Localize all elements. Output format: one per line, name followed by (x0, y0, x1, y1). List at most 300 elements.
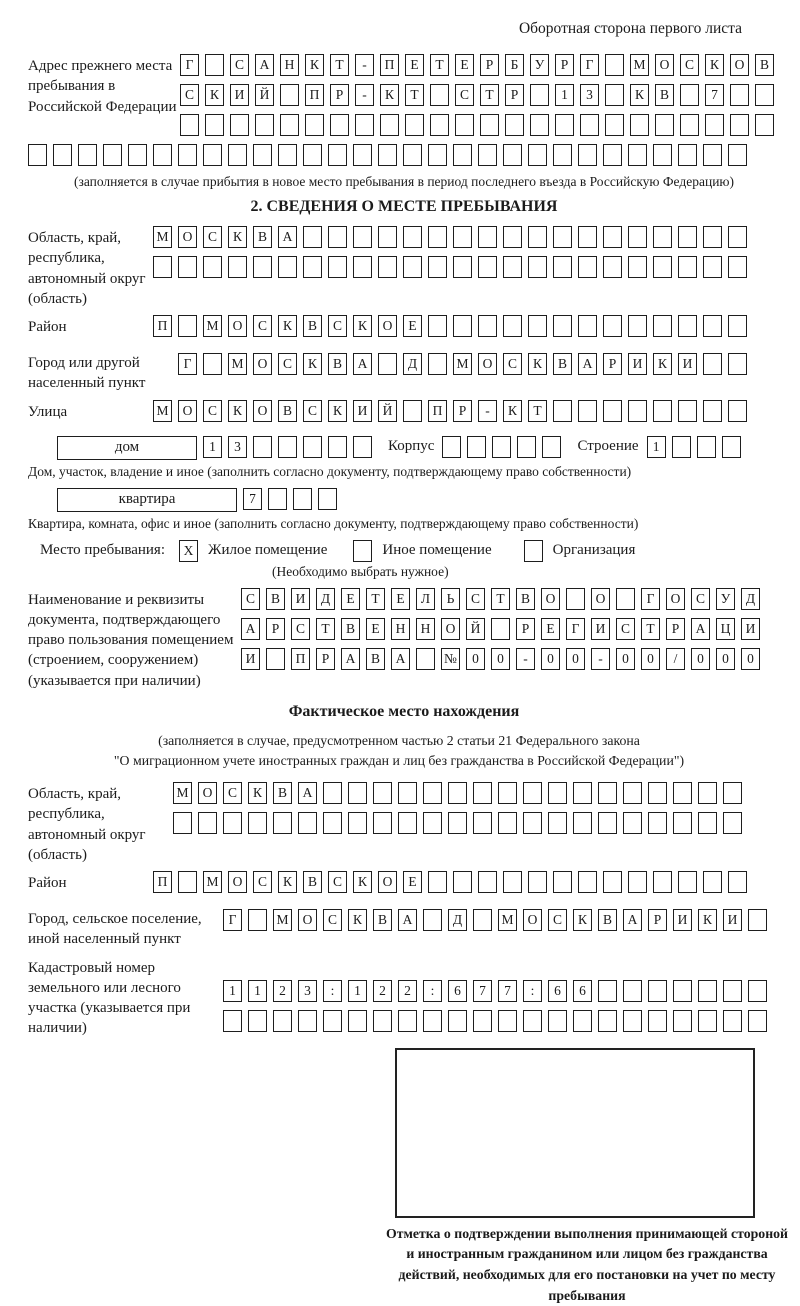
char-cell[interactable] (605, 84, 624, 106)
char-cell[interactable] (428, 871, 447, 893)
char-cell[interactable] (648, 1010, 667, 1032)
char-cell[interactable]: У (530, 54, 549, 76)
char-cell[interactable]: Р (648, 909, 667, 931)
char-cell[interactable] (698, 782, 717, 804)
char-cell[interactable] (266, 648, 285, 670)
char-cell[interactable] (478, 144, 497, 166)
char-cell[interactable]: О (730, 54, 749, 76)
char-cell[interactable] (673, 980, 692, 1002)
char-cell[interactable]: В (341, 618, 360, 640)
char-cell[interactable] (603, 871, 622, 893)
char-cell[interactable] (492, 436, 511, 458)
char-cell[interactable] (603, 315, 622, 337)
char-cell[interactable] (353, 144, 372, 166)
char-cell[interactable]: Е (541, 618, 560, 640)
char-cell[interactable] (268, 488, 287, 510)
char-cell[interactable] (703, 256, 722, 278)
char-cell[interactable] (323, 1010, 342, 1032)
char-cell[interactable] (703, 226, 722, 248)
char-cell[interactable] (728, 144, 747, 166)
char-cell[interactable]: К (248, 782, 267, 804)
char-cell[interactable] (178, 144, 197, 166)
char-cell[interactable] (328, 436, 347, 458)
char-cell[interactable] (280, 84, 299, 106)
char-cell[interactable]: О (198, 782, 217, 804)
char-cell[interactable]: 0 (541, 648, 560, 670)
char-cell[interactable] (672, 436, 691, 458)
char-cell[interactable] (528, 144, 547, 166)
char-cell[interactable] (448, 1010, 467, 1032)
char-cell[interactable] (223, 812, 242, 834)
char-cell[interactable] (273, 812, 292, 834)
char-cell[interactable]: И (591, 618, 610, 640)
char-cell[interactable]: И (741, 618, 760, 640)
char-cell[interactable] (748, 980, 767, 1002)
char-cell[interactable] (205, 114, 224, 136)
char-cell[interactable]: Н (416, 618, 435, 640)
char-cell[interactable] (278, 144, 297, 166)
char-cell[interactable] (498, 1010, 517, 1032)
char-cell[interactable]: Г (566, 618, 585, 640)
char-cell[interactable]: Р (516, 618, 535, 640)
char-cell[interactable] (403, 400, 422, 422)
char-cell[interactable] (680, 84, 699, 106)
char-cell[interactable] (478, 256, 497, 278)
char-cell[interactable]: Й (255, 84, 274, 106)
char-cell[interactable]: Й (378, 400, 397, 422)
char-cell[interactable]: Р (453, 400, 472, 422)
char-cell[interactable]: Г (580, 54, 599, 76)
char-cell[interactable]: 1 (223, 980, 242, 1002)
char-cell[interactable] (378, 144, 397, 166)
char-cell[interactable]: О (178, 226, 197, 248)
char-cell[interactable]: П (428, 400, 447, 422)
char-cell[interactable] (467, 436, 486, 458)
char-cell[interactable]: О (378, 871, 397, 893)
char-cell[interactable]: 7 (498, 980, 517, 1002)
char-cell[interactable]: С (691, 588, 710, 610)
char-cell[interactable]: П (291, 648, 310, 670)
char-cell[interactable] (723, 980, 742, 1002)
char-cell[interactable] (478, 871, 497, 893)
char-cell[interactable] (578, 315, 597, 337)
char-cell[interactable]: С (680, 54, 699, 76)
char-cell[interactable]: 1 (555, 84, 574, 106)
char-cell[interactable] (722, 436, 741, 458)
char-cell[interactable] (323, 782, 342, 804)
char-cell[interactable]: О (541, 588, 560, 610)
char-cell[interactable]: В (328, 353, 347, 375)
char-cell[interactable] (428, 256, 447, 278)
char-cell[interactable] (453, 256, 472, 278)
char-cell[interactable] (678, 315, 697, 337)
char-cell[interactable] (328, 144, 347, 166)
char-cell[interactable]: 7 (473, 980, 492, 1002)
char-cell[interactable] (578, 256, 597, 278)
char-cell[interactable]: К (698, 909, 717, 931)
char-cell[interactable]: М (630, 54, 649, 76)
char-cell[interactable] (280, 114, 299, 136)
char-cell[interactable] (405, 114, 424, 136)
char-cell[interactable] (623, 812, 642, 834)
char-cell[interactable] (553, 226, 572, 248)
char-cell[interactable] (423, 782, 442, 804)
char-cell[interactable] (723, 1010, 742, 1032)
char-cell[interactable]: О (378, 315, 397, 337)
char-cell[interactable]: А (623, 909, 642, 931)
char-cell[interactable]: М (153, 226, 172, 248)
char-cell[interactable]: И (678, 353, 697, 375)
char-cell[interactable]: Н (391, 618, 410, 640)
char-cell[interactable]: И (353, 400, 372, 422)
char-cell[interactable] (648, 812, 667, 834)
char-cell[interactable]: 0 (466, 648, 485, 670)
char-cell[interactable]: Р (555, 54, 574, 76)
char-cell[interactable] (653, 315, 672, 337)
char-cell[interactable] (453, 871, 472, 893)
char-cell[interactable]: 2 (373, 980, 392, 1002)
char-cell[interactable] (478, 315, 497, 337)
char-cell[interactable] (180, 114, 199, 136)
char-cell[interactable] (628, 256, 647, 278)
char-cell[interactable]: 7 (705, 84, 724, 106)
char-cell[interactable]: Н (280, 54, 299, 76)
char-cell[interactable]: Р (603, 353, 622, 375)
char-cell[interactable] (480, 114, 499, 136)
char-cell[interactable] (203, 353, 222, 375)
char-cell[interactable]: - (591, 648, 610, 670)
char-cell[interactable] (153, 144, 172, 166)
char-cell[interactable] (573, 782, 592, 804)
char-cell[interactable] (698, 980, 717, 1002)
char-cell[interactable] (293, 488, 312, 510)
char-cell[interactable]: В (598, 909, 617, 931)
char-cell[interactable]: 6 (448, 980, 467, 1002)
char-cell[interactable]: Р (316, 648, 335, 670)
char-cell[interactable] (578, 144, 597, 166)
char-cell[interactable]: В (303, 871, 322, 893)
char-cell[interactable]: К (353, 871, 372, 893)
char-cell[interactable]: А (298, 782, 317, 804)
char-cell[interactable]: В (553, 353, 572, 375)
char-cell[interactable]: К (305, 54, 324, 76)
char-cell[interactable]: 1 (647, 436, 666, 458)
char-cell[interactable] (728, 315, 747, 337)
char-cell[interactable] (530, 84, 549, 106)
char-cell[interactable] (528, 315, 547, 337)
char-cell[interactable] (528, 871, 547, 893)
char-cell[interactable]: О (655, 54, 674, 76)
char-cell[interactable] (305, 114, 324, 136)
char-cell[interactable]: М (273, 909, 292, 931)
char-cell[interactable] (723, 782, 742, 804)
char-cell[interactable] (728, 353, 747, 375)
char-cell[interactable]: К (528, 353, 547, 375)
char-cell[interactable]: К (278, 871, 297, 893)
char-cell[interactable]: И (241, 648, 260, 670)
char-cell[interactable]: Т (430, 54, 449, 76)
char-cell[interactable] (578, 226, 597, 248)
char-cell[interactable] (478, 226, 497, 248)
char-cell[interactable] (416, 648, 435, 670)
char-cell[interactable] (598, 812, 617, 834)
char-cell[interactable]: 0 (616, 648, 635, 670)
char-cell[interactable] (680, 114, 699, 136)
char-cell[interactable]: Ь (441, 588, 460, 610)
char-cell[interactable] (455, 114, 474, 136)
char-cell[interactable] (553, 256, 572, 278)
char-cell[interactable]: С (278, 353, 297, 375)
char-cell[interactable] (398, 812, 417, 834)
char-cell[interactable] (348, 1010, 367, 1032)
char-cell[interactable] (428, 226, 447, 248)
char-cell[interactable]: А (278, 226, 297, 248)
char-cell[interactable]: В (253, 226, 272, 248)
char-cell[interactable]: С (323, 909, 342, 931)
char-cell[interactable]: 7 (243, 488, 262, 510)
char-cell[interactable]: К (630, 84, 649, 106)
char-cell[interactable] (523, 812, 542, 834)
char-cell[interactable]: С (548, 909, 567, 931)
char-cell[interactable] (491, 618, 510, 640)
char-cell[interactable] (728, 226, 747, 248)
char-cell[interactable]: Е (405, 54, 424, 76)
char-cell[interactable]: Е (366, 618, 385, 640)
char-cell[interactable] (628, 400, 647, 422)
char-cell[interactable] (553, 871, 572, 893)
char-cell[interactable]: Д (316, 588, 335, 610)
char-cell[interactable] (498, 812, 517, 834)
char-cell[interactable] (228, 256, 247, 278)
char-cell[interactable]: / (666, 648, 685, 670)
char-cell[interactable]: Р (666, 618, 685, 640)
char-cell[interactable]: Д (448, 909, 467, 931)
char-cell[interactable]: В (755, 54, 774, 76)
char-cell[interactable] (373, 782, 392, 804)
char-cell[interactable]: О (253, 400, 272, 422)
char-cell[interactable]: К (573, 909, 592, 931)
char-cell[interactable] (648, 782, 667, 804)
char-cell[interactable]: С (180, 84, 199, 106)
char-cell[interactable] (723, 812, 742, 834)
char-cell[interactable] (303, 144, 322, 166)
char-cell[interactable] (703, 400, 722, 422)
char-cell[interactable]: С (328, 315, 347, 337)
char-cell[interactable] (678, 871, 697, 893)
char-cell[interactable]: 0 (691, 648, 710, 670)
char-cell[interactable]: 0 (641, 648, 660, 670)
char-cell[interactable] (318, 488, 337, 510)
char-cell[interactable]: У (716, 588, 735, 610)
char-cell[interactable]: - (516, 648, 535, 670)
char-cell[interactable]: - (355, 54, 374, 76)
char-cell[interactable] (678, 400, 697, 422)
char-cell[interactable]: Е (341, 588, 360, 610)
char-cell[interactable] (703, 871, 722, 893)
char-cell[interactable] (248, 812, 267, 834)
char-cell[interactable]: Г (641, 588, 660, 610)
char-cell[interactable] (698, 812, 717, 834)
char-cell[interactable] (503, 315, 522, 337)
char-cell[interactable]: М (173, 782, 192, 804)
char-cell[interactable] (748, 1010, 767, 1032)
char-cell[interactable]: Т (330, 54, 349, 76)
char-cell[interactable] (530, 114, 549, 136)
char-cell[interactable] (423, 1010, 442, 1032)
char-cell[interactable] (428, 144, 447, 166)
char-cell[interactable] (423, 909, 442, 931)
char-cell[interactable] (453, 226, 472, 248)
char-cell[interactable] (655, 114, 674, 136)
char-cell[interactable] (653, 871, 672, 893)
char-cell[interactable]: М (498, 909, 517, 931)
char-cell[interactable] (330, 114, 349, 136)
char-cell[interactable]: 2 (398, 980, 417, 1002)
char-cell[interactable] (348, 812, 367, 834)
char-cell[interactable] (580, 114, 599, 136)
char-cell[interactable] (228, 144, 247, 166)
char-cell[interactable]: А (341, 648, 360, 670)
char-cell[interactable]: : (523, 980, 542, 1002)
char-cell[interactable] (378, 353, 397, 375)
char-cell[interactable] (648, 980, 667, 1002)
char-cell[interactable] (473, 909, 492, 931)
char-cell[interactable] (378, 256, 397, 278)
char-cell[interactable]: О (591, 588, 610, 610)
char-cell[interactable] (423, 812, 442, 834)
char-cell[interactable]: С (253, 871, 272, 893)
char-cell[interactable]: В (366, 648, 385, 670)
char-cell[interactable] (697, 436, 716, 458)
char-cell[interactable]: А (578, 353, 597, 375)
char-cell[interactable]: С (455, 84, 474, 106)
char-cell[interactable] (298, 812, 317, 834)
char-cell[interactable]: Д (403, 353, 422, 375)
char-cell[interactable] (623, 980, 642, 1002)
char-cell[interactable]: О (478, 353, 497, 375)
char-cell[interactable]: С (303, 400, 322, 422)
char-cell[interactable] (428, 315, 447, 337)
char-cell[interactable]: М (203, 871, 222, 893)
char-cell[interactable] (248, 1010, 267, 1032)
char-cell[interactable] (303, 436, 322, 458)
char-cell[interactable]: С (203, 226, 222, 248)
char-cell[interactable] (703, 353, 722, 375)
char-cell[interactable]: С (223, 782, 242, 804)
char-cell[interactable] (653, 256, 672, 278)
char-cell[interactable]: С (291, 618, 310, 640)
char-cell[interactable] (503, 256, 522, 278)
char-cell[interactable] (223, 1010, 242, 1032)
char-cell[interactable] (203, 256, 222, 278)
char-cell[interactable] (403, 144, 422, 166)
char-cell[interactable]: Л (416, 588, 435, 610)
char-cell[interactable] (523, 1010, 542, 1032)
char-cell[interactable] (548, 782, 567, 804)
char-cell[interactable] (653, 144, 672, 166)
char-cell[interactable]: 0 (716, 648, 735, 670)
char-cell[interactable]: 0 (741, 648, 760, 670)
char-cell[interactable] (303, 226, 322, 248)
char-cell[interactable]: С (328, 871, 347, 893)
char-cell[interactable]: А (398, 909, 417, 931)
char-cell[interactable] (373, 812, 392, 834)
char-cell[interactable]: А (353, 353, 372, 375)
char-cell[interactable] (730, 84, 749, 106)
char-cell[interactable] (498, 782, 517, 804)
char-cell[interactable] (755, 84, 774, 106)
char-cell[interactable] (653, 400, 672, 422)
char-cell[interactable]: Й (466, 618, 485, 640)
char-cell[interactable] (298, 1010, 317, 1032)
char-cell[interactable]: В (278, 400, 297, 422)
char-cell[interactable]: Р (330, 84, 349, 106)
char-cell[interactable] (403, 256, 422, 278)
char-cell[interactable]: В (303, 315, 322, 337)
char-cell[interactable]: С (466, 588, 485, 610)
char-cell[interactable] (473, 782, 492, 804)
char-cell[interactable] (673, 1010, 692, 1032)
char-cell[interactable] (253, 256, 272, 278)
char-cell[interactable]: Е (403, 871, 422, 893)
char-cell[interactable] (603, 256, 622, 278)
char-cell[interactable] (323, 812, 342, 834)
char-cell[interactable]: 0 (566, 648, 585, 670)
char-cell[interactable]: 0 (491, 648, 510, 670)
char-cell[interactable] (555, 114, 574, 136)
char-cell[interactable]: Е (403, 315, 422, 337)
char-cell[interactable] (603, 226, 622, 248)
char-cell[interactable]: К (348, 909, 367, 931)
char-cell[interactable] (442, 436, 461, 458)
char-cell[interactable]: К (380, 84, 399, 106)
char-cell[interactable] (598, 782, 617, 804)
char-cell[interactable]: К (328, 400, 347, 422)
char-cell[interactable] (678, 226, 697, 248)
char-cell[interactable] (748, 909, 767, 931)
char-cell[interactable]: - (478, 400, 497, 422)
stay-type-checkbox-residential[interactable]: X (179, 540, 198, 562)
char-cell[interactable] (598, 980, 617, 1002)
char-cell[interactable] (566, 588, 585, 610)
char-cell[interactable] (430, 84, 449, 106)
char-cell[interactable] (653, 226, 672, 248)
char-cell[interactable]: Б (505, 54, 524, 76)
char-cell[interactable]: В (655, 84, 674, 106)
char-cell[interactable]: 2 (273, 980, 292, 1002)
char-cell[interactable]: Р (505, 84, 524, 106)
char-cell[interactable] (380, 114, 399, 136)
char-cell[interactable] (630, 114, 649, 136)
char-cell[interactable] (623, 1010, 642, 1032)
char-cell[interactable]: В (373, 909, 392, 931)
char-cell[interactable]: Г (180, 54, 199, 76)
char-cell[interactable]: 1 (248, 980, 267, 1002)
char-cell[interactable]: И (291, 588, 310, 610)
char-cell[interactable] (616, 588, 635, 610)
char-cell[interactable]: И (230, 84, 249, 106)
char-cell[interactable]: Р (480, 54, 499, 76)
char-cell[interactable] (453, 315, 472, 337)
char-cell[interactable]: П (380, 54, 399, 76)
char-cell[interactable]: Е (455, 54, 474, 76)
char-cell[interactable]: К (503, 400, 522, 422)
char-cell[interactable] (603, 400, 622, 422)
char-cell[interactable] (253, 144, 272, 166)
char-cell[interactable] (698, 1010, 717, 1032)
char-cell[interactable]: А (241, 618, 260, 640)
char-cell[interactable]: К (705, 54, 724, 76)
